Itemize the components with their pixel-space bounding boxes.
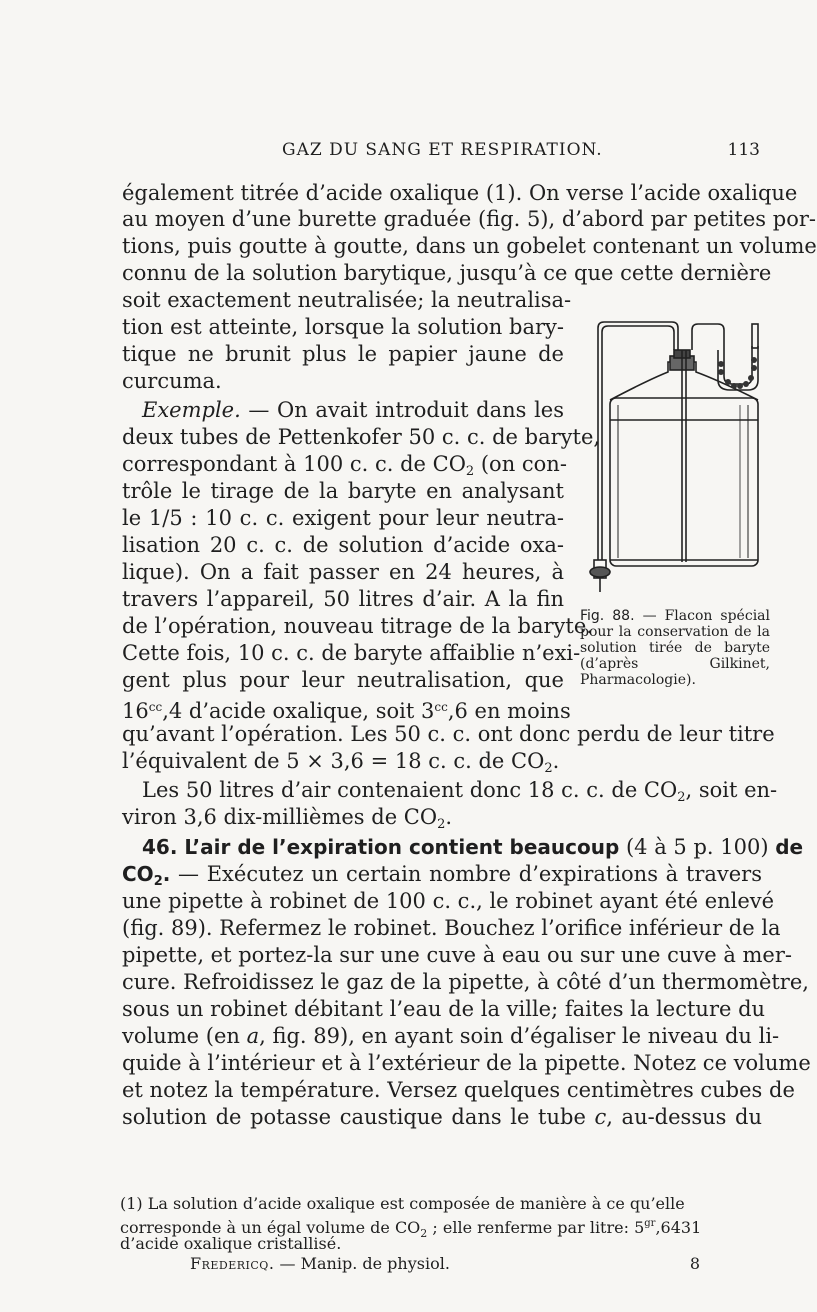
body-line-exemple: Exemple. — On avait introduit dans les <box>142 398 564 422</box>
body-line: viron 3,6 dix-millièmes de $CO_2$. <box>122 805 453 832</box>
footer-author: Fredericq. <box>190 1254 275 1273</box>
body-line: également titrée d’acide oxalique (1). On verse l’acide oxalique <box>122 181 798 205</box>
body-line: (fig. 89). Refermez le robinet. Bouchez l’orifice inférieur de la <box>122 916 781 940</box>
body-line: solution de potasse caustique dans le tube c, au-dessus du <box>122 1105 762 1129</box>
body-line: $CO_2$. — Exécutez un certain nombre d’expirations à travers <box>122 862 762 889</box>
body-line: soit exactement neutralisée; la neutralisa- <box>122 288 572 312</box>
page-number: 113 <box>727 140 760 160</box>
running-header <box>122 140 760 170</box>
body-line: pipette, et portez-la sur une cuve à eau ou sur une cuve à mer- <box>122 943 792 967</box>
body-line: et notez la température. Versez quelques centimètres cubes de <box>122 1078 795 1102</box>
body-line: tions, puis goutte à goutte, dans un gobelet contenant un volume <box>122 234 817 258</box>
body-line: travers l’appareil, 50 litres d’air. A la fin <box>122 587 564 611</box>
body-line: Les 50 litres d’air contenaient donc 18 c. c. de $CO_2$, soit en- <box>142 778 778 805</box>
exemple-label: Exemple. <box>142 398 241 422</box>
body-line: tion est atteinte, lorsque la solution bary- <box>122 315 564 339</box>
body-line: de l’opération, nouveau titrage de la baryte. <box>122 614 593 638</box>
body-line: correspondant à 100 c. c. de $CO_2$ (on con- <box>122 452 567 479</box>
body-line: Cette fois, 10 c. c. de baryte affaiblie n’exi- <box>122 641 581 665</box>
body-line: connu de la solution barytique, jusqu’à ce que cette dernière <box>122 261 772 285</box>
footer-book: — Manip. de physiol. <box>279 1254 450 1273</box>
page-footer <box>190 1254 700 1273</box>
body-line: trôle le tirage de la baryte en analysant <box>122 479 564 503</box>
footnote-line: (1) La solution d’acide oxalique est composée de manière à ce qu’elle <box>120 1194 685 1213</box>
figure-caption-text: Flacon spécial pour la conservation de la solution tirée de baryte (d’après Gilkinet, Pharmacologie). <box>580 608 770 688</box>
body-line: au moyen d’une burette graduée (fig. 5), d’abord par petites por- <box>122 207 816 231</box>
body-line: l’équivalent de 5 × 3,6 = 18 c. c. de $CO_2$. <box>122 749 560 776</box>
body-line: le 1/5 : 10 c. c. exigent pour leur neutra- <box>122 506 564 530</box>
section-heading-46: 46. L’air de l’expiration contient beaucoup (4 à 5 p. 100) de <box>142 835 804 859</box>
running-title: GAZ DU SANG ET RESPIRATION. <box>282 140 603 160</box>
body-line: qu’avant l’opération. Les 50 c. c. ont donc perdu de leur titre <box>122 722 775 746</box>
body-line: lique). On a fait passer en 24 heures, à <box>122 560 564 584</box>
figure-caption: Fig. 88. — Flacon spécial pour la conservation de la solution tirée de baryte (d’après Gilkinet, Pharmacologie). <box>580 608 770 688</box>
body-line: tique ne brunit plus le papier jaune de <box>122 342 564 366</box>
body-line: lisation 20 c. c. de solution d’acide oxa- <box>122 533 564 557</box>
body-line: une pipette à robinet de 100 c. c., le robinet ayant été enlevé <box>122 889 775 913</box>
figure-label: Fig. 88. <box>580 608 635 624</box>
body-line: $16^{cc},4$ d’acide oxalique, soit $3^{cc},6$ en moins <box>122 699 571 723</box>
body-line: quide à l’intérieur et à l’extérieur de la pipette. Notez ce volume <box>122 1051 811 1075</box>
footnote-line: corresponde à un égal volume de $CO_2$ ; elle renferme par litre: $5^{gr},6431$ <box>120 1218 702 1240</box>
body-line: gent plus pour leur neutralisation, que <box>122 668 564 692</box>
body-line: sous un robinet débitant l’eau de la ville; faites la lecture du <box>122 997 766 1021</box>
footnote-line: d’acide oxalique cristallisé. <box>120 1234 342 1253</box>
body-line: volume (en a, fig. 89), en ayant soin d’égaliser le niveau du li- <box>122 1024 780 1048</box>
signature-mark: 8 <box>689 1254 700 1273</box>
body-line: curcuma. <box>122 369 222 393</box>
body-line: deux tubes de Pettenkofer 50 c. c. de baryte, <box>122 425 601 449</box>
body-line: cure. Refroidissez le gaz de la pipette, à côté d’un thermomètre, <box>122 970 809 994</box>
flask-illustration <box>588 310 778 600</box>
